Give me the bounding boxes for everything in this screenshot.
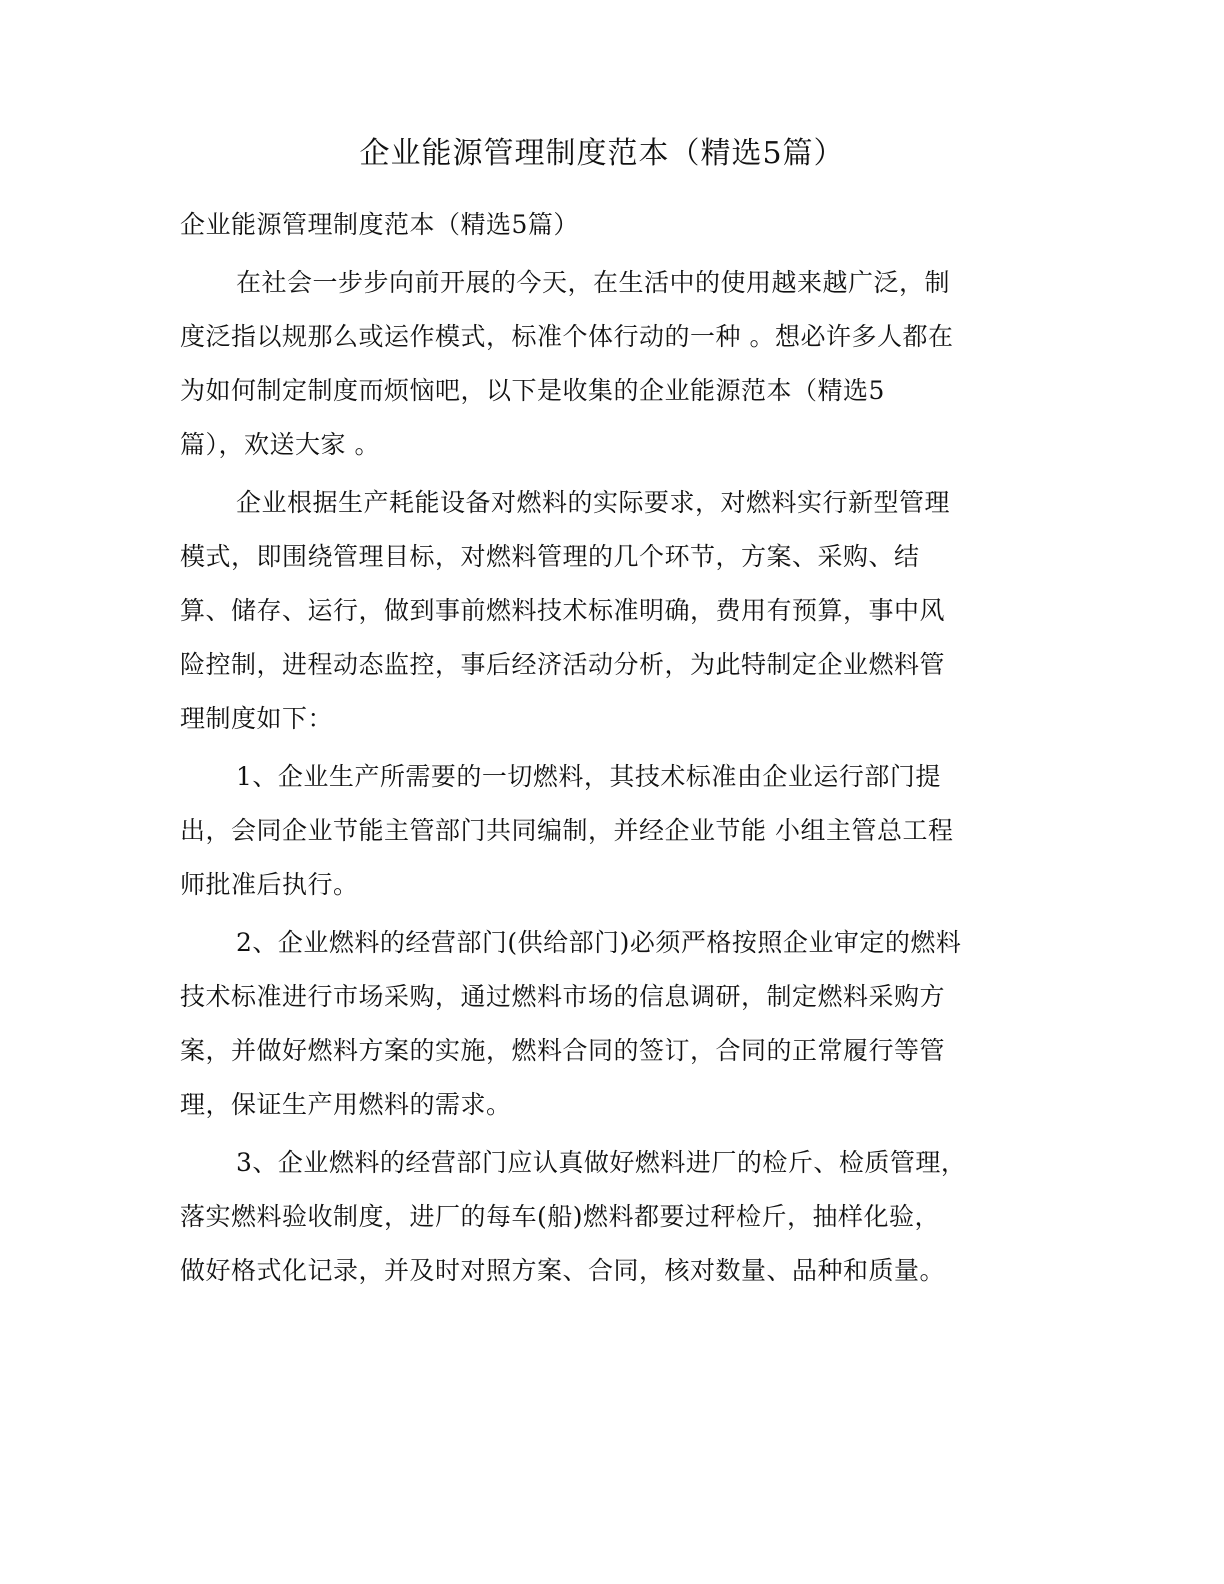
paragraph-line: 2、企业燃料的经营部门(供给部门)必须严格按照企业审定的燃料: [236, 928, 962, 957]
document-title: 企业能源管理制度范本（精选5篇）: [359, 136, 845, 171]
paragraph-line: 做好格式化记录，并及时对照方案、合同，核对数量、品种和质量。: [180, 1256, 946, 1285]
paragraph-line: 为如何制定制度而烦恼吧，以下是收集的企业能源范本（精选5: [180, 376, 885, 405]
paragraph-line: 模式，即围绕管理目标，对燃料管理的几个环节，方案、采购、结: [180, 542, 920, 571]
paragraph-line: 师批准后执行。: [180, 870, 359, 899]
paragraph-line: 理，保证生产用燃料的需求。: [180, 1090, 512, 1119]
paragraph-fuel-management: [180, 476, 1040, 746]
paragraph-line: 理制度如下：: [180, 704, 334, 733]
paragraph-item-1: [180, 750, 1040, 912]
paragraph-line: 技术标准进行市场采购，通过燃料市场的信息调研，制定燃料采购方: [180, 982, 946, 1011]
paragraph-line: 在社会一步步向前开展的今天，在生活中的使用越来越广泛，制: [236, 268, 951, 297]
paragraph-line: 案，并做好燃料方案的实施，燃料合同的签订，合同的正常履行等管: [180, 1036, 946, 1065]
paragraph-line: 出，会同企业节能主管部门共同编制，并经企业节能 小组主管总工程: [180, 816, 954, 845]
paragraph-line: 3、企业燃料的经营部门应认真做好燃料进厂的检斤、检质管理，: [236, 1148, 967, 1177]
paragraph-line: 算、储存、运行，做到事前燃料技术标准明确，费用有预算，事中风: [180, 596, 946, 625]
document-subtitle: 企业能源管理制度范本（精选5篇）: [180, 210, 579, 239]
paragraph-item-2: [180, 916, 1040, 1132]
paragraph-line: 险控制，进程动态监控，事后经济活动分析，为此特制定企业燃料管: [180, 650, 946, 679]
paragraph-line: 落实燃料验收制度，进厂的每车(船)燃料都要过秤检斤，抽样化验，: [180, 1202, 941, 1231]
paragraph-intro: [180, 256, 1040, 472]
paragraph-line: 企业根据生产耗能设备对燃料的实际要求，对燃料实行新型管理: [236, 488, 951, 517]
paragraph-line: 1、企业生产所需要的一切燃料，其技术标准由企业运行部门提: [236, 762, 941, 791]
document-body: [180, 198, 1040, 1298]
paragraph-line: 篇），欢送大家 。: [180, 430, 380, 459]
paragraph-item-3: [180, 1136, 1040, 1298]
paragraph-line: 度泛指以规那么或运作模式，标准个体行动的一种 。想必许多人都在: [180, 322, 954, 351]
